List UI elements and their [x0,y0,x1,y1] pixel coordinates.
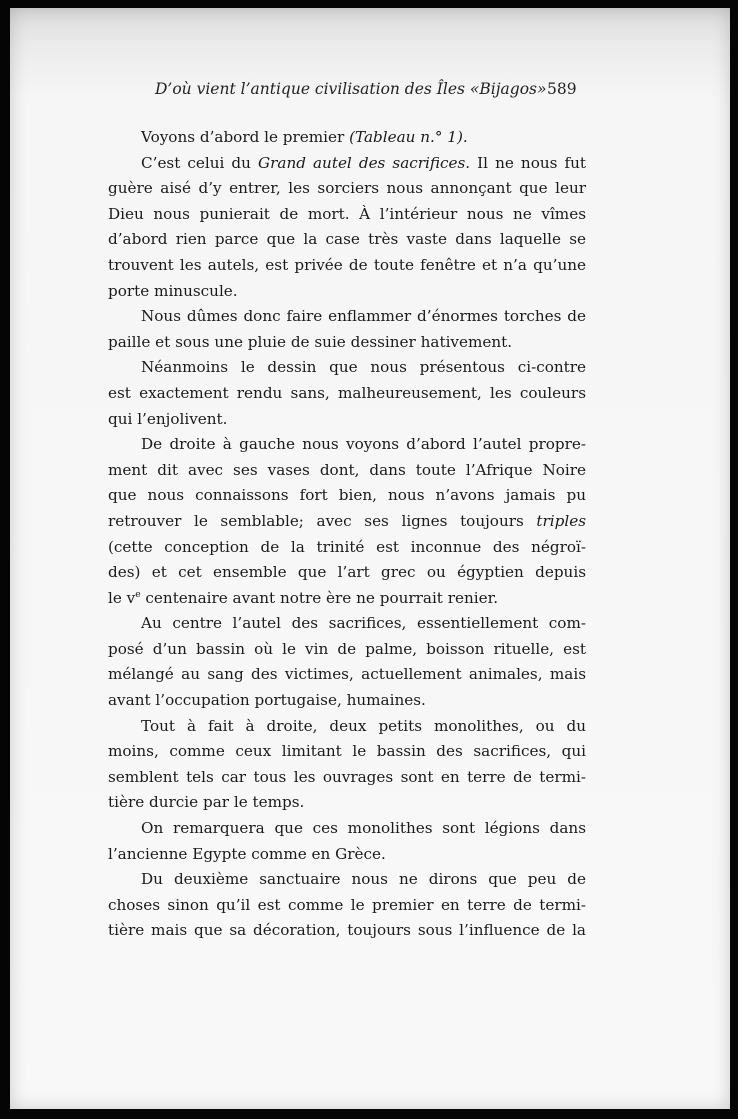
running-title: D’où vient l’antique civilisation des Îles «Bijagos» [155,80,547,98]
text-line: tière durcie par le temps. [108,793,305,812]
text-line: trouvent les autels, est privée de toute fenêtre et n’a qu’une [108,255,586,274]
text-line: choses sinon qu’il est comme le premier en terre de termi- [108,895,586,914]
text-line: tière mais que sa décoration, toujours sous l’influence de la [108,921,586,940]
text-line: (cette conception de la trinité est inconnue des négroï- [108,537,586,556]
text-line: paille et sous une pluie de suie dessiner hativement. [108,332,513,351]
text-line: Voyons d’abord le premier (Tableau n.° 1). [141,128,468,146]
text-line: que nous connaissons fort bien, nous n’avons jamais pu [108,486,586,505]
text-line: porte minuscule. [108,281,238,300]
text-line: avant l’occupation portugaise, humaines. [108,691,426,710]
text-line: On remarquera que ces monolithes sont légions dans [141,819,586,838]
text-line: Dieu nous punierait de mort. À l’intérieur nous ne vîmes [108,204,586,223]
text-line: mélangé au sang des victimes, actuellement animales, mais [108,665,586,684]
text-line: qui l’enjolivent. [108,409,228,428]
text-line: moins, comme ceux limitant le bassin des sacrifices, qui [108,742,586,761]
text-line: Au centre l’autel des sacrifices, essentiellement com- [141,614,586,633]
text-line: le $v^e$ centenaire avant notre ère ne pourrait renier. [108,588,499,607]
text-line: Tout à fait à droite, deux petits monolithes, ou du [141,716,586,735]
text-line: des) et cet ensemble que l’art grec ou égyptien depuis [108,563,586,582]
text-line: guère aisé d’y entrer, les sorciers nous annonçant que leur [108,179,586,198]
text-line: ment dit avec ses vases dont, dans toute l’Afrique Noire [108,460,586,479]
text-line: C’est celui du Grand autel des sacrifices. Il ne nous fut [141,153,586,172]
running-header [155,80,595,106]
text-line: Néanmoins le dessin que nous présentous ci-contre [141,358,586,377]
text-line: Nous dûmes donc faire enflammer d’énormes torches de [141,307,586,326]
text-line: d’abord rien parce que la case très vaste dans laquelle se [108,230,586,249]
text-line: semblent tels car tous les ouvrages sont en terre de termi- [108,767,586,786]
body-text [108,125,586,944]
text-line: De droite à gauche nous voyons d’abord l’autel propre- [141,435,586,454]
text-line: est exactement rendu sans, malheureusement, les couleurs [108,383,586,402]
text-line: Du deuxième sanctuaire nous ne dirons que peu de [141,870,586,889]
book-page [10,8,730,1109]
text-line: retrouver le semblable; avec ses lignes toujours triples [108,511,586,530]
text-line: l’ancienne Egypte comme en Grèce. [108,844,386,863]
page-number: 589 [547,80,577,98]
text-line: posé d’un bassin où le vin de palme, boisson rituelle, est [108,639,586,658]
